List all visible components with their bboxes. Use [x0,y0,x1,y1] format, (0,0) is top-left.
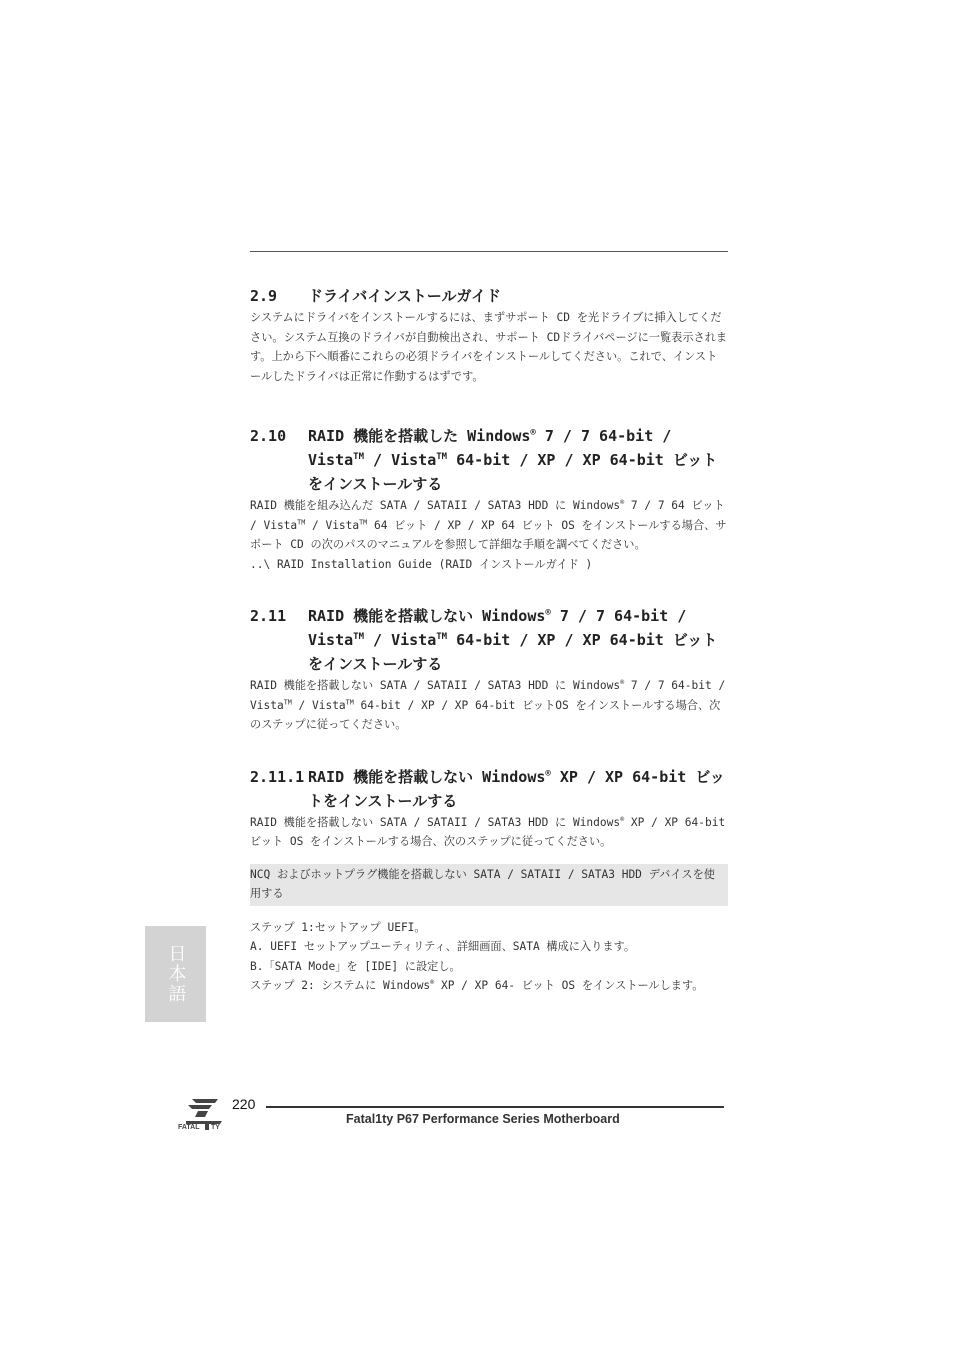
note-box: NCQ およびホットプラグ機能を搭載しない SATA / SATAII / SATA3 HDD デバイスを使用する [250,864,728,906]
section-title: RAID 機能を搭載しない Windows® 7 / 7 64-bit / Vista™ / Vista™ 64-bit / XP / XP 64-bit ビットをインストールする [308,607,718,673]
trademark: TM [359,517,368,526]
section-2-9-heading [250,284,728,308]
step-1-a: A. UEFI セットアップユーティリティ、詳細画面、SATA 構成に入ります。 [250,940,636,953]
section-title: RAID 機能を搭載した Windows® 7 / 7 64-bit / Vista™ / Vista™ 64-bit / XP / XP 64-bit ビットをインストールする [308,427,718,493]
page-number: 220 [232,1096,256,1112]
section-2-11-1-heading [250,765,728,813]
language-side-tab [145,926,206,1022]
registered-mark: ® [620,678,625,687]
trademark: TM [436,632,448,642]
svg-text:FATAL: FATAL [178,1124,200,1131]
registered-mark: ® [620,498,625,507]
trademark: TM [283,697,292,706]
trademark: TM [353,452,364,462]
trademark: TM [297,517,306,526]
section-number: 2.10 [250,427,287,445]
section-number: 2.9 [250,287,278,305]
trademark: TM [436,452,448,462]
trademark: TM [345,697,354,706]
registered-mark: ® [620,814,625,823]
page-content [250,284,728,996]
footer-title: Fatal1ty P67 Performance Series Motherboard [346,1112,620,1126]
section-2-11-1-body: RAID 機能を搭載しない SATA / SATAII / SATA3 HDD に Windows® XP / XP 64-bit ビット OS をインストールする場合、次のステップに従ってください。 [250,814,726,848]
fatal1ty-logo-icon [178,1095,230,1131]
section-number: 2.11.1 [250,767,305,786]
registered-mark: ® [530,428,536,438]
section-number: 2.11 [250,607,287,625]
section-2-11-body: RAID 機能を搭載しない SATA / SATAII / SATA3 HDD に Windows® 7 / 7 64-bit / Vista™ / Vista™ 64-bit / XP / XP 64-bit ビットOS をインストールする場合、次のステップに従ってください。 [250,678,726,731]
section-2-11-heading [250,604,728,676]
step-1-b: B.「SATA Mode」を [IDE] に設定し。 [250,959,461,973]
top-rule [250,251,728,252]
section-title: RAID 機能を搭載しない Windows® XP / XP 64-bit ビットをインストールする [308,767,725,810]
section-title: ドライバインストールガイド [308,287,502,305]
section-2-9-body: システムにドライバをインストールするには、まずサポート CD を光ドライブに挿入してください。システム互換のドライバが自動検出され、サポート CDドライバページに一覧表示されます。上から下へ順番にこれらの必須ドライバをインストールしてください。これで、インストールしたドライバは正常に作動するはずです。 [250,311,728,383]
raid-guide-path: ..\ RAID Installation Guide (RAID インストールガイド ) [250,557,593,571]
section-2-10-body: RAID 機能を組み込んだ SATA / SATAII / SATA3 HDD に Windows® 7 / 7 64 ビット / Vista™ / Vista™ 64 ビット / XP / XP 64 ビット OS をインストールする場合、サポート CD の次のパスのマニュアルを参照して詳細な手順を調べてください。 [250,498,727,551]
section-2-10-heading [250,424,728,496]
registered-mark: ® [545,768,551,779]
registered-mark: ® [545,608,551,618]
step-1: ステップ 1:セットアップ UEFI。 [250,920,426,934]
footer-rule [266,1106,724,1108]
svg-text:TY: TY [211,1124,220,1131]
language-label: 日本語 [165,944,187,1004]
step-2: ステップ 2: システムに Windows® XP / XP 64- ビット OS をインストールします。 [250,978,704,992]
trademark: TM [353,632,364,642]
registered-mark: ® [430,978,435,987]
